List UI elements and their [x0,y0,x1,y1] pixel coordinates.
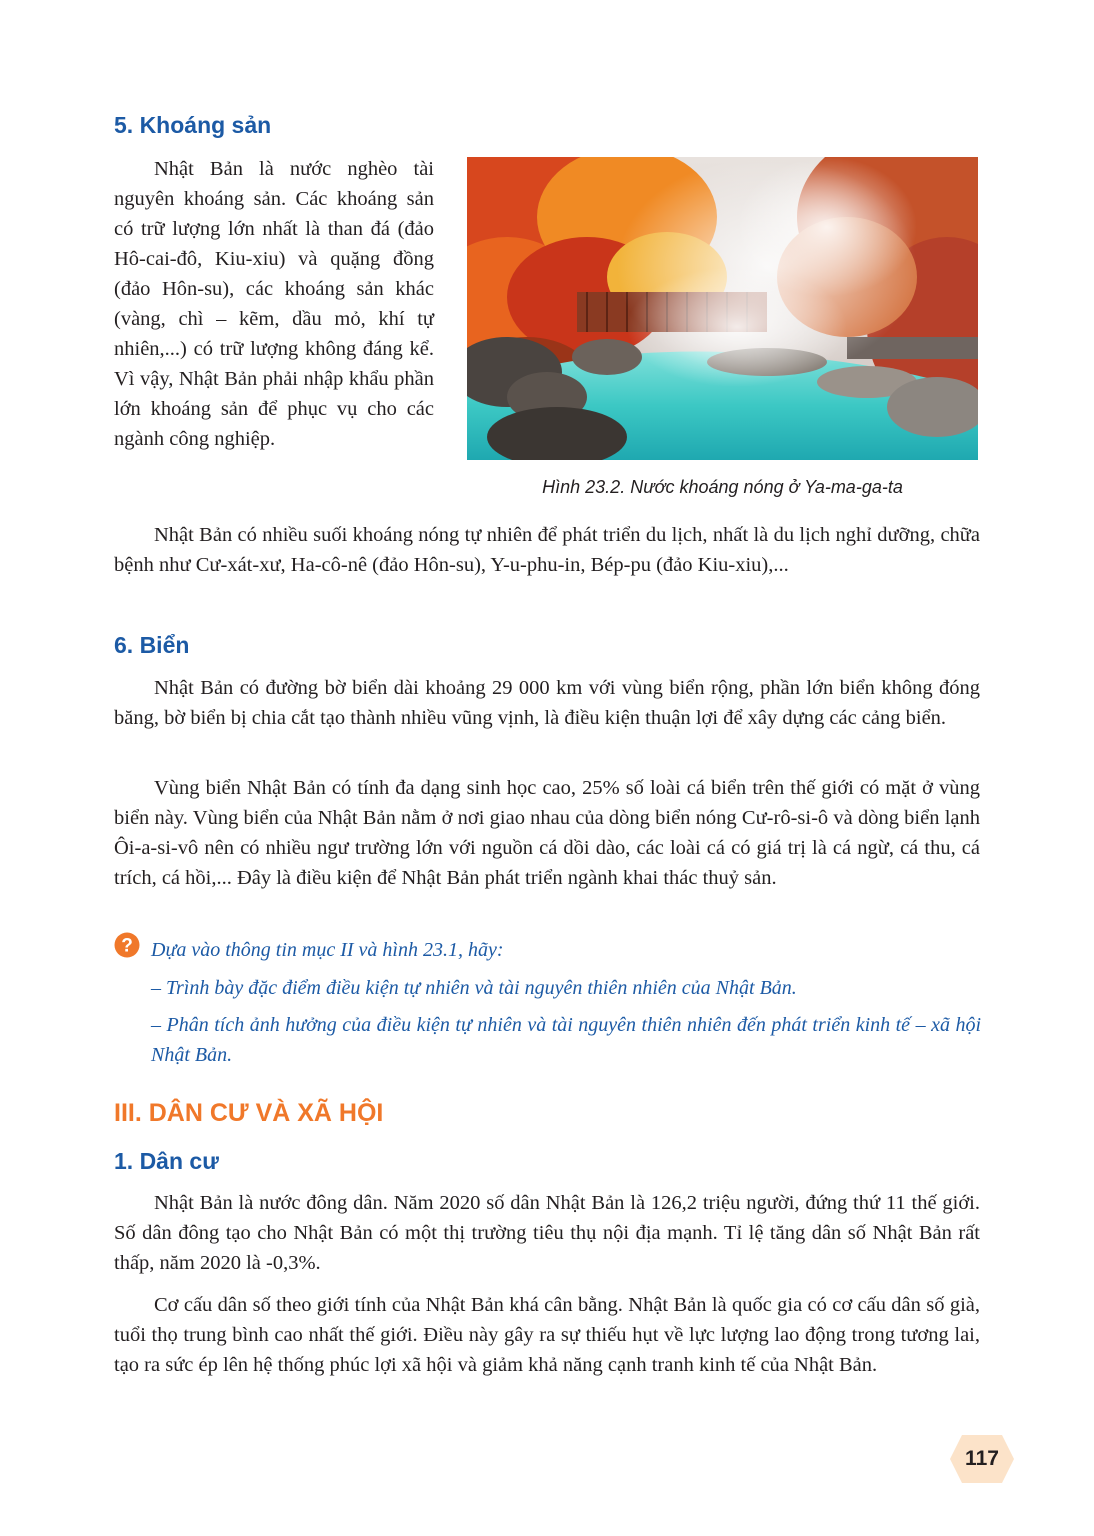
question-item-2: – Phân tích ảnh hưởng của điều kiện tự nhiên và tài nguyên thiên nhiên đến phát triển kinh tế – xã hội Nhật Bản. [151,1014,981,1066]
svg-text:?: ? [121,935,133,957]
section-3-heading: III. DÂN CƯ VÀ XÃ HỘI [114,1099,384,1127]
page-number: 117 [965,1447,999,1470]
section-5-paragraph-2: Nhật Bản có nhiều suối khoáng nóng tự nhiên để phát triển du lịch, nhất là du lịch nghỉ dưỡng, chữa bệnh như Cư-xát-xư, Ha-cô-nê (đảo Hôn-su), Y-u-phu-in, Bép-pu (đảo Kiu-xiu),... [114,524,980,576]
section-6-heading: 6. Biển [114,632,190,658]
page-number-badge [950,1435,1014,1483]
section-5-intro: Nhật Bản là nước nghèo tài nguyên khoáng sản. Các khoáng sản có trữ lượng lớn nhất là than đá (đảo Hô-cai-đô, Kiu-xiu) và quặng đồng (đảo Hôn-su), các khoáng sản khác (vàng, chì – kẽm, dầu mỏ, khí tự nhiên,...) có trữ lượng không đáng kể. Vì vậy, Nhật Bản phải nhập khẩu phần lớn khoáng sản để phục vụ cho các ngành công nghiệp. [114,158,434,450]
population-paragraph-1: Nhật Bản là nước đông dân. Năm 2020 số dân Nhật Bản là 126,2 triệu người, đứng thứ 11 thế giới. Số dân đông tạo cho Nhật Bản có một thị trường tiêu thụ nội địa mạnh. Tỉ lệ tăng dân số Nhật Bản rất thấp, năm 2020 là -0,3%. [114,1192,980,1274]
question-icon [114,932,140,958]
figure-caption: Hình 23.2. Nước khoáng nóng ở Ya-ma-ga-ta [542,477,903,497]
section-6-paragraph-2: Vùng biển Nhật Bản có tính đa dạng sinh học cao, 25% số loài cá biển trên thế giới có mặt ở vùng biển này. Vùng biển của Nhật Bản nằm ở nơi giao nhau của dòng biển nóng Cư-rô-si-ô và dòng biển lạnh Ôi-a-si-vô nên có nhiều ngư trường lớn với nguồn cá dồi dào, các loài cá có giá trị là cá ngừ, cá thu, cá trích, cá hồi,... Đây là điều kiện để Nhật Bản phát triển ngành khai thác thuỷ sản. [114,777,980,889]
hot-spring-photo [467,157,978,460]
population-heading: 1. Dân cư [114,1148,219,1174]
question-prompt: Dựa vào thông tin mục II và hình 23.1, hãy: [151,939,504,961]
section-5-heading: 5. Khoáng sản [114,112,272,138]
section-6-paragraph-1: Nhật Bản có đường bờ biển dài khoảng 29 000 km với vùng biển rộng, phần lớn biển không đóng băng, bờ biển bị chia cắt tạo thành nhiều vũng vịnh, là điều kiện thuận lợi để xây dựng các cảng biển. [114,677,980,729]
population-paragraph-2: Cơ cấu dân số theo giới tính của Nhật Bản khá cân bằng. Nhật Bản là quốc gia có cơ cấu dân số già, tuổi thọ trung bình cao nhất thế giới. Điều này gây ra sự thiếu hụt về lực lượng lao động trong tương lai, tạo ra sức ép lên hệ thống phúc lợi xã hội và giảm khả năng cạnh tranh kinh tế của Nhật Bản. [114,1294,980,1376]
question-item-1: – Trình bày đặc điểm điều kiện tự nhiên và tài nguyên thiên nhiên của Nhật Bản. [151,977,797,999]
